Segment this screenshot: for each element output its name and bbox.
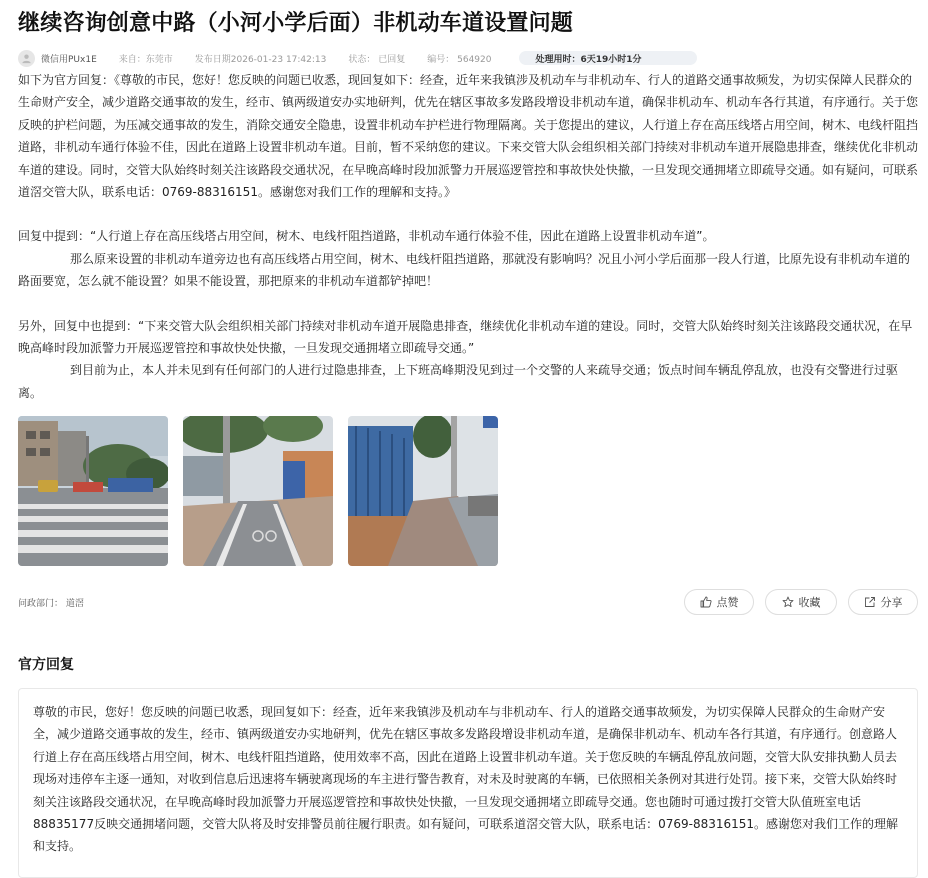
favorite-button[interactable]	[765, 589, 837, 615]
photo-gallery	[18, 416, 498, 566]
page-title: 继续咨询创意中路（小河小学后面）非机动车道设置问题	[18, 11, 574, 36]
meta-source: 来自：东莞市	[118, 54, 173, 65]
user-icon	[21, 53, 32, 64]
star-icon	[782, 596, 794, 608]
thumbs-up-icon	[700, 596, 712, 608]
meta-number: 编号： 564920	[427, 54, 492, 65]
share-button[interactable]	[848, 589, 918, 615]
duration-value: 6天19小时1分	[580, 54, 642, 65]
body-paragraph-1: 如下为官方回复：《尊敬的市民，您好！您反映的问题已收悉，现回复如下：经查，近年来我镇涉及机动车与非机动车、行人的道路交通事故频发，为切实保障人民群众的生命财产安全，减少道路交通事故的发生，经市、镇两级道安办实地研判，优先在辖区事故多发路段增设非机动车道，确保非机动车、机动车各行其道，有序通行。关于您反映的护栏问题，为压减交通事故的发生，消除交通安全隐患，设置非机动车护栏进行物理隔离。关于您提出的建议，人行道上存在高压线塔占用空间，树木、电线杆阻挡道路，非机动车通行体验不佳，因此在道路上设置非机动车道。目前，暂不采纳您的建议。下来交管大队会组织相关部门持续对非机动车道开展隐患排查，继续优化非机动车道的建设。同时，交管大队始终时刻关注该路段交通状况，在早晚高峰时段加派警力开展巡逻管控和事故快处快撤，一旦发现交通拥堵立即疏导交通。如有疑问，可联系道滘交管大队，联系电话：0769-88316151。感谢您对我们工作的理解和支持。》	[18, 73, 919, 200]
post-footer	[18, 588, 918, 616]
department-label: 问政部门： 道滘	[18, 598, 84, 609]
meta-date: 发布日期2026-01-23 17:42:13	[194, 54, 327, 65]
share-label: 分享	[880, 596, 903, 609]
like-label: 点赞	[716, 596, 739, 609]
action-bar	[684, 589, 918, 615]
duration-badge	[519, 51, 697, 65]
body-paragraph-4: 另外，回复中也提到：“下来交管大队会组织相关部门持续对非机动车道开展隐患排查，继续优化非机动车道的建设。同时，交管大队始终时刻关注该路段交通状况，在早晚高峰时段加派警力开展巡逻管控和事故快处快撤，一旦发现交通拥堵立即疏导交通。”	[18, 318, 913, 356]
photo-3[interactable]	[348, 416, 498, 566]
post-body	[18, 69, 918, 404]
body-paragraph-5: 到目前为止，本人并未见到有任何部门的人进行过隐患排查，上下班高峰期没见到过一个交警的人来疏导交通；饭点时间车辆乱停乱放，也没有交警进行过驱离。	[18, 363, 899, 400]
official-reply-box	[18, 688, 918, 878]
official-reply-text: 尊敬的市民，您好！您反映的问题已收悉，现回复如下：经查，近年来我镇涉及机动车与非机动车、行人的道路交通事故频发，为切实保障人民群众的生命财产安全，减少道路交通事故的发生，经市、镇两级道安办实地研判，优先在辖区事故多发路段增设非机动车道，是确保非机动车、机动车各行其道，有序通行。创意路人行道上存在高压线塔占用空间，树木、电线杆阻挡道路，使用效率不高，因此在道路上设置非机动车道。关于您反映的车辆乱停乱放问题，交管大队安排执勤人员去现场对违停车主逐一通知，对收到信息后迅速将车辆驶离现场的车主进行警告教育，对未及时驶离的车辆，已依照相关条例对其进行处罚。接下来，交管大队始终时刻关注该路段交通状况，在早晚高峰时段加派警力开展巡逻管控和事故快处快撤，一旦发现交通拥堵立即疏导交通。您也随时可通过拨打交管大队值班室电话88835177反映交通拥堵问题，交管大队将及时安排警员前往履行职责。如有疑问，可联系道滘交管大队，联系电话：0769-88316151。感谢您对我们工作的理解和支持。	[33, 705, 899, 854]
meta-status: 状态： 已回复	[348, 54, 406, 65]
share-icon	[864, 596, 876, 608]
photo-2[interactable]	[183, 416, 333, 566]
body-paragraph-2: 回复中提到：“人行道上存在高压线塔占用空间，树木、电线杆阻挡道路，非机动车通行体验不佳，因此在道路上设置非机动车道”。	[18, 229, 715, 244]
avatar[interactable]	[18, 50, 35, 67]
post-meta	[18, 49, 918, 67]
favorite-label: 收藏	[798, 596, 821, 609]
body-paragraph-3: 那么原来设置的非机动车道旁边也有高压线塔占用空间，树木、电线杆阻挡道路，那就没有影响吗？况且小河小学后面那一段人行道，比原先设有非机动车道的路面要宽，怎么就不能设置？如果不能设置，那把原来的非机动车道都铲掉吧！	[18, 251, 911, 289]
meta-user[interactable]: 微信用PUx1E	[41, 54, 97, 65]
duration-label: 处理用时：	[535, 54, 581, 65]
photo-1[interactable]	[18, 416, 168, 566]
official-reply-heading: 官方回复	[18, 657, 74, 673]
like-button[interactable]	[684, 589, 754, 615]
